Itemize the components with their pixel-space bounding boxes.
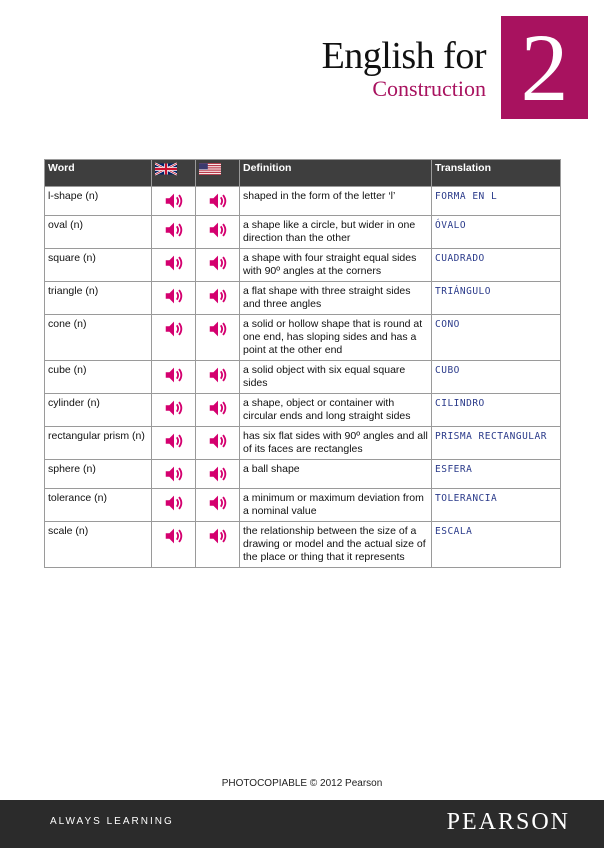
us-audio-button[interactable] (196, 489, 240, 522)
translation-cell: ESFERA (432, 460, 561, 489)
definition-cell: a ball shape (240, 460, 432, 489)
speaker-icon (163, 190, 185, 212)
footer-tagline: ALWAYS LEARNING (50, 816, 174, 827)
translation-cell: ÓVALO (432, 216, 561, 249)
table-row (45, 460, 561, 489)
table-row (45, 361, 561, 394)
us-audio-button[interactable] (196, 187, 240, 216)
speaker-icon (207, 318, 229, 340)
table-row (45, 489, 561, 522)
us-audio-button[interactable] (196, 394, 240, 427)
table-row (45, 522, 561, 568)
speaker-icon (207, 364, 229, 386)
us-audio-button[interactable] (196, 460, 240, 489)
speaker-icon (207, 285, 229, 307)
definition-cell: a solid or hollow shape that is round at one end, has sloping sides and has a point at the other end (240, 315, 432, 361)
us-audio-button[interactable] (196, 216, 240, 249)
translation-cell: CUBO (432, 361, 561, 394)
speaker-icon (163, 364, 185, 386)
table-row (45, 315, 561, 361)
word-cell: sphere (n) (45, 460, 152, 489)
book-title: English for (321, 35, 486, 77)
speaker-icon (207, 219, 229, 241)
translation-cell: CONO (432, 315, 561, 361)
us-audio-button[interactable] (196, 522, 240, 568)
speaker-icon (207, 525, 229, 547)
column-header-us (196, 160, 240, 187)
copyright-notice: PHOTOCOPIABLE © 2012 Pearson (221, 778, 383, 789)
speaker-icon (207, 463, 229, 485)
us-audio-button[interactable] (196, 427, 240, 460)
definition-cell: a solid object with six equal square sides (240, 361, 432, 394)
uk-audio-button[interactable] (152, 394, 196, 427)
vocabulary-table (44, 159, 561, 568)
definition-cell: a shape with four straight equal sides with 90º angles at the corners (240, 249, 432, 282)
table-row (45, 427, 561, 460)
column-header-definition: Definition (240, 160, 432, 187)
speaker-icon (207, 397, 229, 419)
word-cell: triangle (n) (45, 282, 152, 315)
definition-cell: has six flat sides with 90º angles and all of its faces are rectangles (240, 427, 432, 460)
speaker-icon (163, 397, 185, 419)
publisher-logo: PEARSON (446, 809, 570, 835)
speaker-icon (207, 430, 229, 452)
translation-cell: CUADRADO (432, 249, 561, 282)
definition-cell: a shape, object or container with circular ends and long straight sides (240, 394, 432, 427)
uk-audio-button[interactable] (152, 187, 196, 216)
speaker-icon (163, 463, 185, 485)
translation-cell: TRIÁNGULO (432, 282, 561, 315)
word-cell: square (n) (45, 249, 152, 282)
table-row (45, 216, 561, 249)
definition-cell: the relationship between the size of a drawing or model and the actual size of the place or thing that it represents (240, 522, 432, 568)
column-header-word: Word (45, 160, 152, 187)
us-audio-button[interactable] (196, 282, 240, 315)
speaker-icon (207, 252, 229, 274)
speaker-icon (207, 492, 229, 514)
word-cell: oval (n) (45, 216, 152, 249)
translation-cell: CILINDRO (432, 394, 561, 427)
uk-flag-icon (155, 162, 177, 176)
speaker-icon (163, 252, 185, 274)
uk-audio-button[interactable] (152, 427, 196, 460)
translation-cell: TOLERANCIA (432, 489, 561, 522)
word-cell: cone (n) (45, 315, 152, 361)
uk-audio-button[interactable] (152, 361, 196, 394)
level-badge: 2 (501, 16, 588, 119)
word-cell: rectangular prism (n) (45, 427, 152, 460)
definition-cell: a shape like a circle, but wider in one direction than the other (240, 216, 432, 249)
word-cell: scale (n) (45, 522, 152, 568)
uk-audio-button[interactable] (152, 315, 196, 361)
definition-cell: a minimum or maximum deviation from a nominal value (240, 489, 432, 522)
uk-audio-button[interactable] (152, 249, 196, 282)
translation-cell: FORMA EN L (432, 187, 561, 216)
uk-audio-button[interactable] (152, 460, 196, 489)
speaker-icon (163, 492, 185, 514)
uk-audio-button[interactable] (152, 489, 196, 522)
table-row (45, 249, 561, 282)
us-audio-button[interactable] (196, 361, 240, 394)
speaker-icon (163, 219, 185, 241)
us-audio-button[interactable] (196, 315, 240, 361)
definition-cell: a flat shape with three straight sides and three angles (240, 282, 432, 315)
table-row (45, 187, 561, 216)
uk-audio-button[interactable] (152, 282, 196, 315)
translation-cell: ESCALA (432, 522, 561, 568)
us-flag-icon (199, 162, 221, 176)
word-cell: tolerance (n) (45, 489, 152, 522)
speaker-icon (163, 318, 185, 340)
word-cell: cylinder (n) (45, 394, 152, 427)
word-cell: cube (n) (45, 361, 152, 394)
column-header-uk (152, 160, 196, 187)
word-cell: l-shape (n) (45, 187, 152, 216)
speaker-icon (163, 285, 185, 307)
footer-bar (0, 800, 604, 848)
column-header-translation: Translation (432, 160, 561, 187)
translation-cell: PRISMA RECTANGULAR (432, 427, 561, 460)
speaker-icon (207, 190, 229, 212)
definition-cell: shaped in the form of the letter ‘l’ (240, 187, 432, 216)
table-header-row (45, 160, 561, 187)
header-title-block (322, 36, 486, 102)
book-subtitle: Construction (372, 76, 486, 101)
table-row (45, 282, 561, 315)
uk-audio-button[interactable] (152, 216, 196, 249)
speaker-icon (163, 525, 185, 547)
uk-audio-button[interactable] (152, 522, 196, 568)
table-row (45, 394, 561, 427)
speaker-icon (163, 430, 185, 452)
us-audio-button[interactable] (196, 249, 240, 282)
